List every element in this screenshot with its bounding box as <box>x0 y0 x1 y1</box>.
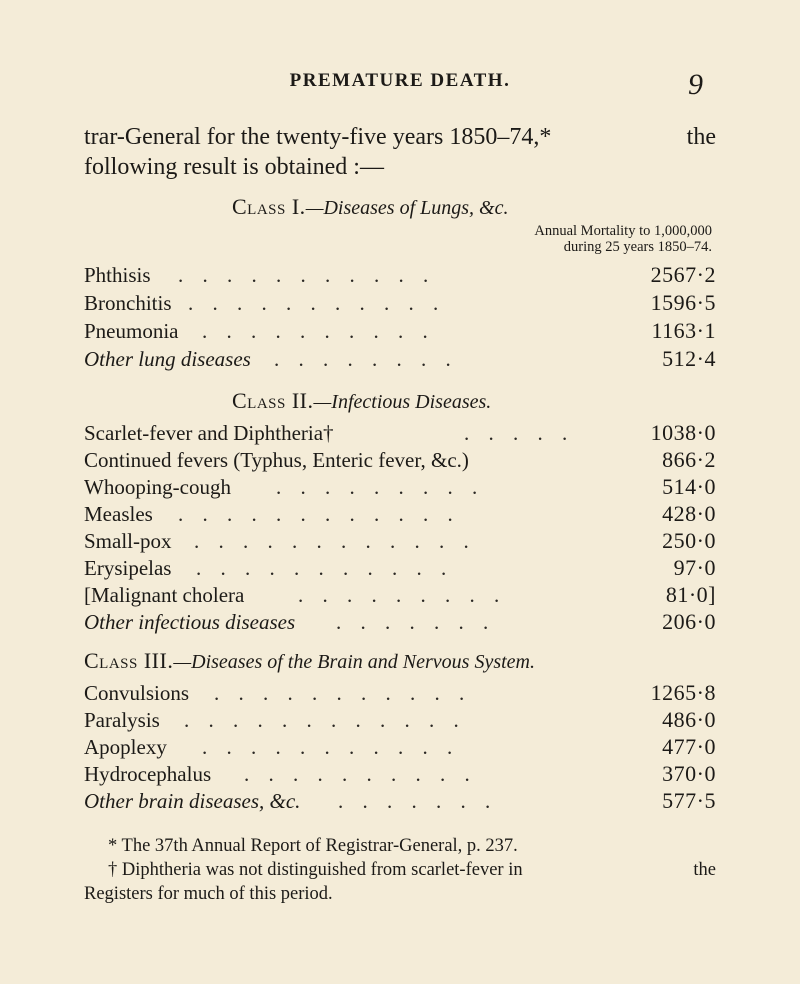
leader-dots: . . . . . . . . . <box>276 475 485 499</box>
leader-dots: . . . . . . . . . . . . <box>194 529 476 553</box>
leader-dots: . . . . . . . . . . . <box>202 735 460 759</box>
row-label: Apoplexy <box>84 735 167 759</box>
row-value: 370·0 <box>662 761 716 786</box>
table-row <box>84 290 716 316</box>
leader-dots: . . . . . . . . . <box>298 583 507 607</box>
intro-line-1 <box>84 122 716 152</box>
leader-dots: . . . . . . . <box>338 789 498 813</box>
table-row <box>84 346 716 372</box>
intro-line-1-text: trar-General for the twenty-five years 1850–74,* <box>84 124 552 150</box>
class-1-subject: —Diseases of Lungs, &c. <box>305 197 509 219</box>
running-title: PREMATURE DEATH. <box>289 70 511 91</box>
row-value: 2567·2 <box>650 262 716 287</box>
leader-dots: . . . . . . . <box>336 610 496 634</box>
row-value: 81·0] <box>665 582 716 607</box>
row-label: Scarlet-fever and Diphtheria† <box>84 421 334 445</box>
table-row <box>84 318 716 344</box>
mortality-note <box>534 223 712 255</box>
row-label: Other lung diseases <box>84 347 251 371</box>
row-label: Erysipelas <box>84 556 172 580</box>
row-value: 866·2 <box>662 447 716 472</box>
mortality-note-line-2: during 25 years 1850–74. <box>563 239 712 255</box>
intro-line-2: following result is obtained :— <box>84 154 384 180</box>
leader-dots: . . . . . . . . <box>274 347 458 371</box>
table-row <box>84 501 716 527</box>
row-label: Whooping-cough <box>84 475 231 499</box>
table-row <box>84 555 716 581</box>
footnote-1: * The 37th Annual Report of Registrar-General, p. 237. <box>108 836 518 856</box>
intro-paragraph <box>84 122 716 182</box>
row-label: Pneumonia <box>84 319 179 343</box>
table-row <box>84 582 716 608</box>
table-row <box>84 788 716 814</box>
row-value: 1596·5 <box>650 290 716 315</box>
row-label: Bronchitis <box>84 291 172 315</box>
class-2-label: Class II. <box>232 388 314 413</box>
leader-dots: . . . . . . . . . . <box>202 319 435 343</box>
leader-dots: . . . . . . . . . . . <box>214 681 472 705</box>
footnote-2-end: the <box>693 860 716 880</box>
row-label: Paralysis <box>84 708 160 732</box>
class-1-heading <box>232 194 508 220</box>
footnote-2-line-1 <box>108 858 716 882</box>
row-value: 1038·0 <box>650 420 716 445</box>
class-2-heading <box>232 388 491 414</box>
table-row <box>84 447 716 473</box>
leader-dots: . . . . . . . . . . <box>244 762 477 786</box>
row-label: Other infectious diseases <box>84 610 296 634</box>
row-label: [Malignant cholera <box>84 583 245 607</box>
table-row <box>84 609 716 635</box>
row-value: 577·5 <box>662 788 716 813</box>
intro-line-1-end: the <box>686 124 716 150</box>
row-label: Convulsions <box>84 681 190 705</box>
class-2-subject: —Infectious Diseases. <box>313 391 492 413</box>
row-value: 428·0 <box>662 501 716 526</box>
row-label: Continued fevers (Typhus, Enteric fever, &c.) <box>84 448 469 472</box>
row-value: 512·4 <box>662 346 716 371</box>
footnote-2-text: † Diphtheria was not distinguished from scarlet-fever in <box>108 860 523 880</box>
row-value: 206·0 <box>662 609 716 634</box>
table-row <box>84 262 716 288</box>
leader-dots: . . . . . . . . . . . . <box>184 708 466 732</box>
leader-dots: . . . . . . . . . . . <box>196 556 454 580</box>
table-row <box>84 680 716 706</box>
table-row <box>84 734 716 760</box>
running-header <box>0 68 800 108</box>
leader-dots: . . . . . . . . . . . . <box>178 502 460 526</box>
class-1-label: Class I. <box>232 194 306 219</box>
class-3-subject: —Diseases of the Brain and Nervous System. <box>173 651 535 673</box>
row-value: 486·0 <box>662 707 716 732</box>
row-label: Small-pox <box>84 529 172 553</box>
leader-dots: . . . . . <box>464 421 575 445</box>
row-value: 250·0 <box>662 528 716 553</box>
row-value: 1265·8 <box>650 680 716 705</box>
table-row <box>84 761 716 787</box>
row-value: 514·0 <box>662 474 716 499</box>
footnotes <box>84 834 716 906</box>
row-label: Measles <box>84 502 153 526</box>
page-number: 9 <box>688 68 703 101</box>
table-row <box>84 707 716 733</box>
table-row <box>84 420 716 446</box>
row-value: 97·0 <box>673 555 716 580</box>
row-value: 1163·1 <box>651 318 716 343</box>
class-3-heading <box>84 648 535 674</box>
class-3-label: Class III. <box>84 648 174 673</box>
row-label: Other brain diseases, &c. <box>84 789 301 813</box>
row-value: 477·0 <box>662 734 716 759</box>
table-row <box>84 474 716 500</box>
table-row <box>84 528 716 554</box>
row-label: Hydrocephalus <box>84 762 212 786</box>
footnote-2-continuation: Registers for much of this period. <box>84 884 333 904</box>
footnote-2 <box>84 858 716 882</box>
leader-dots: . . . . . . . . . . . <box>188 291 446 315</box>
mortality-note-line-1: Annual Mortality to 1,000,000 <box>534 223 712 239</box>
row-label: Phthisis <box>84 263 151 287</box>
leader-dots: . . . . . . . . . . . <box>178 263 436 287</box>
